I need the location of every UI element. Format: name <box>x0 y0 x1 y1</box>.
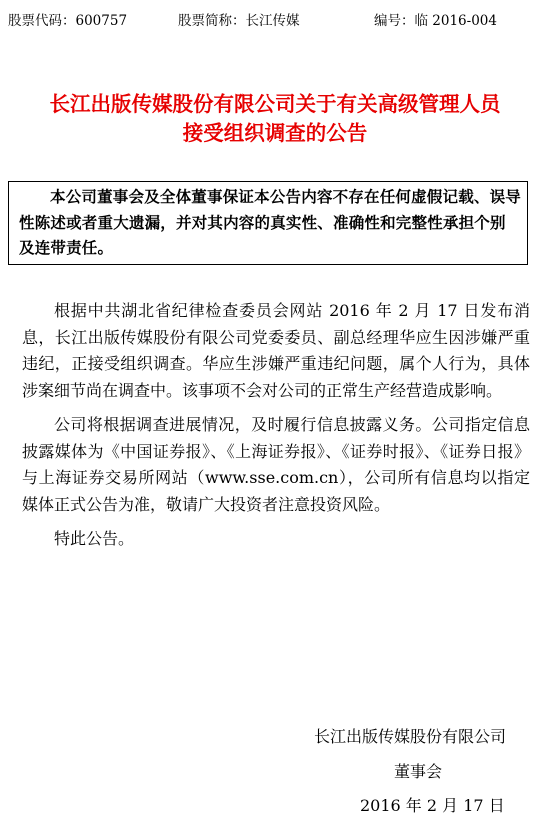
announcement-body <box>22 298 530 561</box>
signature-company: 长江出版传媒股份有限公司 <box>314 727 507 746</box>
body-paragraph-3: 特此公告。 <box>54 529 135 548</box>
signature-board: 董事会 <box>394 762 443 781</box>
document-header <box>0 10 550 32</box>
body-paragraph-2: 公司将根据调查进展情况，及时履行信息披露义务。公司指定信息披露媒体为《中国证券报》、《上海证券报》、《证券时报》、《证券日报》与上海证券交易所网站（www.sse.com.cn），公司所有信息均以指定媒体正式公告为准，敬请广大投资者注意投资风险。 <box>22 415 530 514</box>
body-paragraph-1: 根据中共湖北省纪律检查委员会网站 2016 年 2 月 17 日发布消息，长江出版传媒股份有限公司党委委员、副总经理华应生因涉嫌严重违纪，正接受组织调查。华应生涉嫌严重违纪问题，属个人行为，具体涉案细节尚在调查中。该事项不会对公司的正常生产经营造成影响。 <box>22 301 530 400</box>
announcement-number: 编号：临 2016-004 <box>374 13 497 29</box>
title-line-1: 长江出版传媒股份有限公司关于有关高级管理人员 <box>49 92 501 116</box>
signature-date: 2016 年 2 月 17 日 <box>360 796 505 815</box>
stock-name: 股票简称：长江传媒 <box>178 13 300 29</box>
board-guarantee-notice: 本公司董事会及全体董事保证本公告内容不存在任何虚假记载、误导性陈述或者重大遗漏，并对其内容的真实性、准确性和完整性承担个别及连带责任。 <box>8 181 528 265</box>
announcement-title <box>0 90 550 148</box>
stock-code: 股票代码：600757 <box>8 13 128 29</box>
title-line-2: 接受组织调查的公告 <box>182 121 368 145</box>
